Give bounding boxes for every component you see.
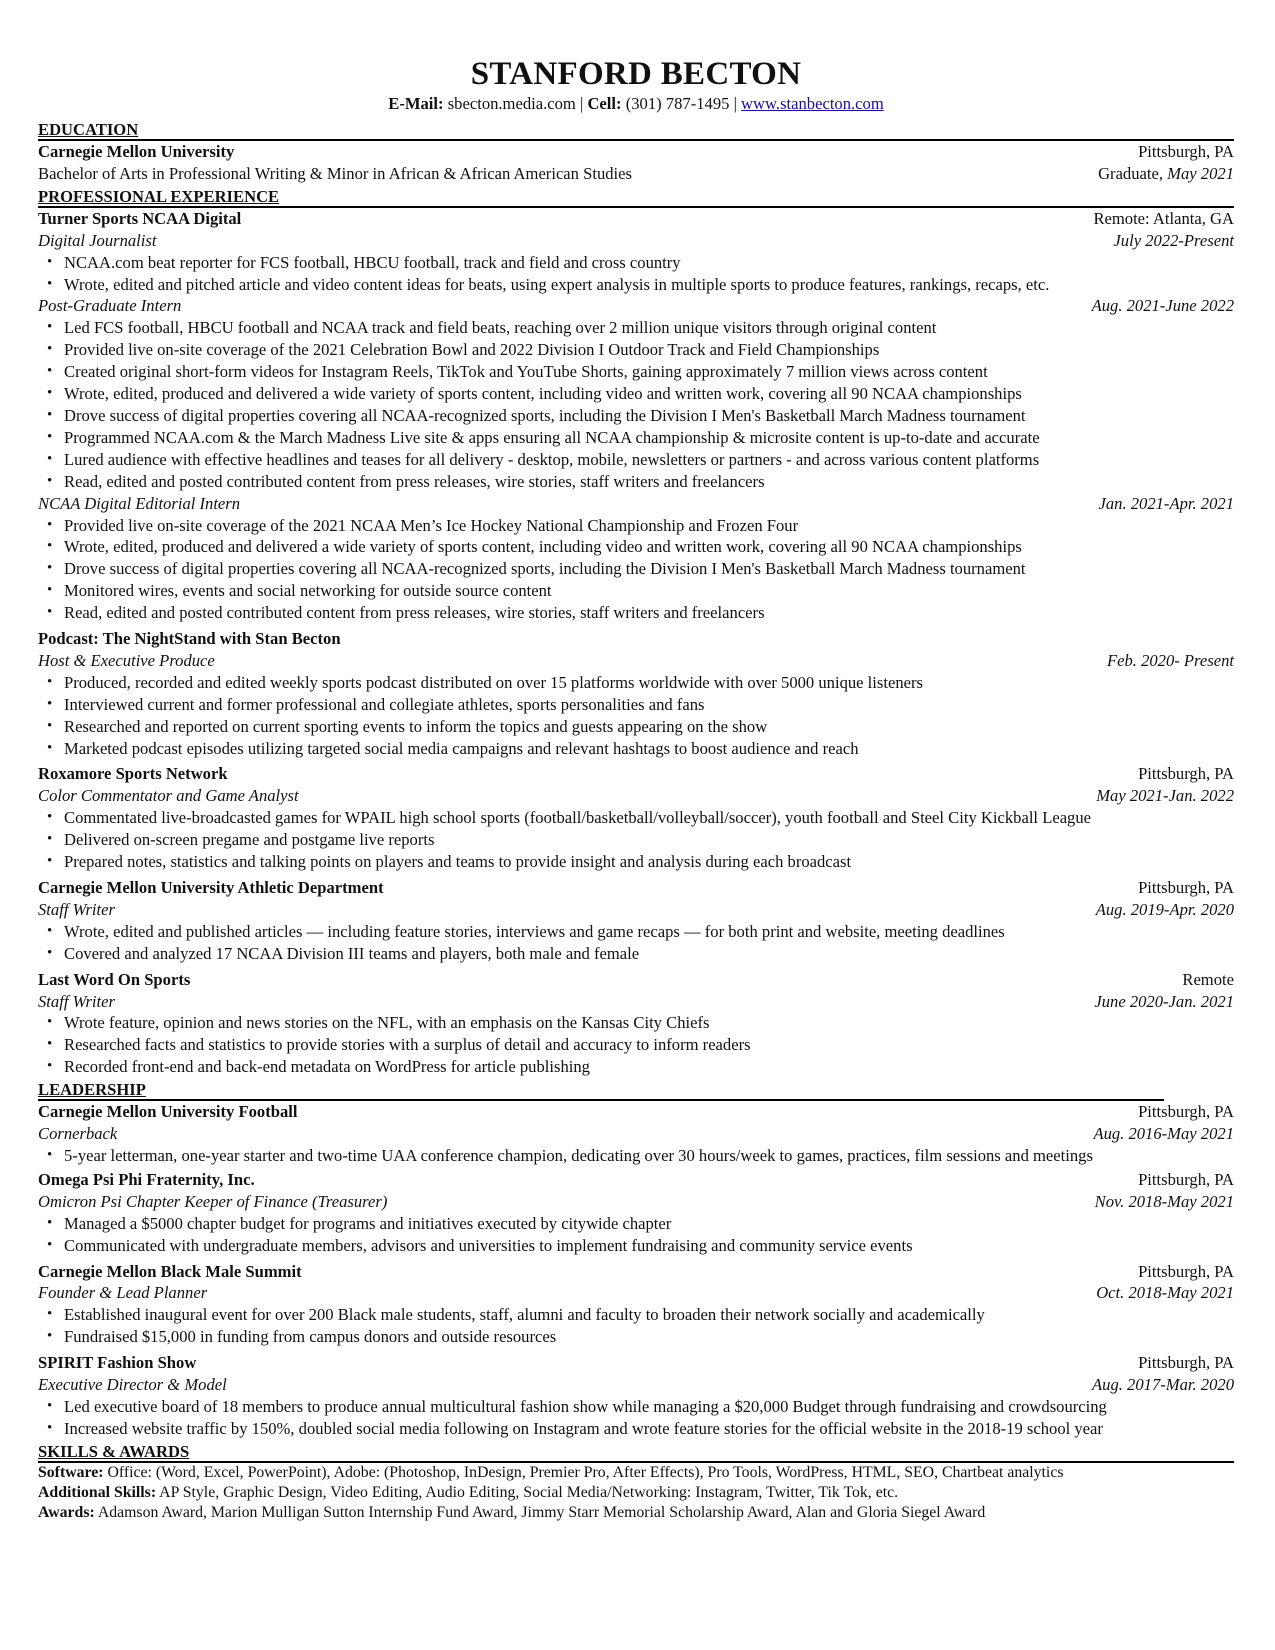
role-dates: Aug. 2021-June 2022	[1091, 296, 1234, 316]
bullet-item: • NCAA.com beat reporter for FCS football, HBCU football, track and field and cross country	[38, 252, 1234, 274]
role-title: Executive Director & Model	[38, 1375, 227, 1395]
role-title: Founder & Lead Planner	[38, 1283, 208, 1303]
bullet-list	[38, 252, 1234, 296]
bullet-item: • Wrote, edited and published articles — including feature stories, interviews and game recaps — for both print and website, meeting deadlines	[38, 921, 1234, 943]
experience-entry-podcast	[38, 628, 1234, 759]
role-title: NCAA Digital Editorial Intern	[38, 493, 241, 513]
education-entry	[38, 141, 1234, 185]
bullet-item: • Prepared notes, statistics and talking points on players and teams to provide insight and analysis during each broadcast	[38, 851, 1234, 873]
skills-software-label: Software:	[38, 1463, 104, 1481]
role-dates: Jan. 2021-Apr. 2021	[1098, 493, 1234, 513]
bullet-list	[38, 1213, 1234, 1257]
bullet-item: • Wrote, edited and pitched article and video content ideas for beats, using expert analysis in multiple sports to produce features, rankings, recaps, etc.	[38, 274, 1234, 296]
leadership-entry-summit	[38, 1261, 1234, 1349]
org-name: Roxamore Sports Network	[38, 764, 228, 784]
org-name: Carnegie Mellon University	[38, 142, 235, 161]
cell-label: Cell:	[587, 94, 622, 113]
section-title-leadership: LEADERSHIP	[38, 1080, 1164, 1101]
org-location: Pittsburgh, PA	[1138, 1169, 1234, 1189]
bullet-list	[38, 672, 1234, 760]
graduation-date: May 2021	[1167, 163, 1234, 183]
leadership-entry-spirit	[38, 1352, 1234, 1440]
role-title: Staff Writer	[38, 899, 115, 919]
org-location: Pittsburgh, PA	[1138, 764, 1234, 784]
bullet-list	[38, 317, 1234, 492]
role-dates: June 2020-Jan. 2021	[1094, 991, 1234, 1011]
bullet-list	[38, 515, 1234, 625]
org-location: Pittsburgh, PA	[1138, 142, 1234, 161]
candidate-name: STANFORD BECTON	[470, 56, 802, 92]
org-location: Pittsburgh, PA	[1138, 1102, 1234, 1122]
bullet-item: • 5-year letterman, one-year starter and two-time UAA conference champion, dedicating over 30 hours/week to games, practices, film sessions and meetings	[38, 1145, 1234, 1167]
bullet-list	[38, 1145, 1234, 1167]
bullet-list	[38, 1396, 1234, 1440]
role-title: Digital Journalist	[38, 230, 157, 250]
role-title: Cornerback	[38, 1124, 118, 1144]
contact-separator: |	[729, 94, 742, 113]
leadership-entry-omega	[38, 1169, 1234, 1257]
org-location: Pittsburgh, PA	[1138, 878, 1234, 897]
bullet-item: • Covered and analyzed 17 NCAA Division III teams and players, both male and female	[38, 943, 1234, 965]
org-location: Remote	[1182, 969, 1234, 989]
bullet-item: • Lured audience with effective headlines and teases for all delivery - desktop, mobile, newsletters or partners - and across various content platforms	[38, 449, 1234, 471]
role-dates: Oct. 2018-May 2021	[1096, 1283, 1234, 1303]
bullet-item: • Monitored wires, events and social networking for outside source content	[38, 580, 1234, 602]
org-name: Carnegie Mellon Black Male Summit	[38, 1261, 302, 1281]
role-dates: May 2021-Jan. 2022	[1096, 786, 1234, 806]
org-name: Turner Sports NCAA Digital	[38, 208, 242, 228]
cell-value: (301) 787-1495	[625, 94, 730, 113]
bullet-item: • Programmed NCAA.com & the March Madness Live site & apps ensuring all NCAA championship & microsite content is up-to-date and accurate	[38, 427, 1234, 449]
section-title-experience: PROFESSIONAL EXPERIENCE	[38, 187, 1234, 208]
role-title: Host & Executive Produce	[38, 650, 215, 670]
experience-entry-turner	[38, 208, 1234, 624]
bullet-item: • Drove success of digital properties covering all NCAA-recognized sports, including the Division I Men's Basketball March Madness tournament	[38, 558, 1234, 580]
bullet-item: • Read, edited and posted contributed content from press releases, wire stories, staff writers and freelancers	[38, 602, 1234, 624]
role-dates: July 2022-Present	[1113, 230, 1234, 250]
bullet-item: • Increased website traffic by 150%, doubled social media following on Instagram and wrote feature stories for the official website in the 2018-19 school year	[38, 1418, 1234, 1440]
bullet-list	[38, 807, 1234, 873]
bullet-item: • Fundraised $15,000 in funding from campus donors and outside resources	[38, 1326, 1234, 1348]
bullet-item: • Wrote feature, opinion and news stories on the NFL, with an emphasis on the Kansas City Chiefs	[38, 1012, 1234, 1034]
skills-additional-label: Additional Skills:	[38, 1483, 157, 1501]
role-title: Staff Writer	[38, 991, 115, 1011]
org-location: Pittsburgh, PA	[1138, 1261, 1234, 1281]
skills-software	[38, 1463, 1234, 1483]
skills-awards-value: Adamson Award, Marion Mulligan Sutton Internship Fund Award, Jimmy Starr Memorial Scholarship Award, Alan and Gloria Siegel Award	[94, 1503, 986, 1521]
website-link[interactable]: www.stanbecton.com	[741, 94, 884, 113]
org-location: Pittsburgh, PA	[1138, 1353, 1234, 1373]
bullet-item: • Interviewed current and former professional and collegiate athletes, sports personalities and fans	[38, 694, 1234, 716]
org-location: Remote: Atlanta, GA	[1093, 208, 1234, 228]
experience-entry-roxamore	[38, 763, 1234, 873]
bullet-item: • Led executive board of 18 members to produce annual multicultural fashion show while managing a $20,000 Budget through fundraising and crowdsourcing	[38, 1396, 1234, 1418]
experience-entry-lwos	[38, 969, 1234, 1079]
org-name: Carnegie Mellon University Athletic Department	[38, 878, 384, 897]
bullet-item: • Recorded front-end and back-end metadata on WordPress for article publishing	[38, 1056, 1234, 1078]
role-dates: Aug. 2016-May 2021	[1093, 1124, 1234, 1144]
org-name: Podcast: The NightStand with Stan Becton	[38, 629, 341, 649]
skills-awards	[38, 1503, 1234, 1523]
bullet-item: • Established inaugural event for over 200 Black male students, staff, alumni and faculty to broaden their network socially and academically	[38, 1304, 1234, 1326]
bullet-item: • Delivered on-screen pregame and postgame live reports	[38, 829, 1234, 851]
bullet-item: • Provided live on-site coverage of the 2021 Celebration Bowl and 2022 Division I Outdoor Track and Field Championships	[38, 339, 1234, 361]
bullet-item: • Communicated with undergraduate members, advisors and universities to implement fundraising and community service events	[38, 1235, 1234, 1257]
bullet-item: • Marketed podcast episodes utilizing targeted social media campaigns and relevant hashtags to boost audience and reach	[38, 738, 1234, 760]
bullet-list	[38, 921, 1234, 965]
bullet-item: • Commentated live-broadcasted games for WPAIL high school sports (football/basketball/volleyball/soccer), youth football and Steel City Kickball League	[38, 807, 1234, 829]
role-dates: Nov. 2018-May 2021	[1094, 1191, 1234, 1211]
role-dates: Feb. 2020- Present	[1106, 650, 1234, 670]
bullet-item: • Produced, recorded and edited weekly sports podcast distributed on over 15 platforms worldwide with over 5000 unique listeners	[38, 672, 1234, 694]
org-name: SPIRIT Fashion Show	[38, 1353, 197, 1373]
section-title-skills: SKILLS & AWARDS	[38, 1442, 1234, 1463]
role-dates: Aug. 2019-Apr. 2020	[1095, 899, 1234, 919]
bullet-list	[38, 1012, 1234, 1078]
resume-page	[38, 54, 1234, 1523]
skills-additional-value: AP Style, Graphic Design, Video Editing, Audio Editing, Social Media/Networking: Instagram, Twitter, Tik Tok, etc.	[156, 1483, 899, 1501]
org-name: Omega Psi Phi Fraternity, Inc.	[38, 1169, 255, 1189]
bullet-item: • Wrote, edited, produced and delivered a wide variety of sports content, including video and written work, covering all 90 NCAA championships	[38, 536, 1234, 558]
graduation	[1098, 163, 1234, 185]
leadership-entry-football	[38, 1101, 1234, 1167]
email-value: sbecton.media.com	[447, 94, 576, 113]
bullet-item: • Researched and reported on current sporting events to inform the topics and guests appearing on the show	[38, 716, 1234, 738]
experience-entry-cmu-athletics	[38, 877, 1234, 965]
bullet-item: • Led FCS football, HBCU football and NCAA track and field beats, reaching over 2 million unique visitors through original content	[38, 317, 1234, 339]
bullet-item: • Provided live on-site coverage of the 2021 NCAA Men’s Ice Hockey National Championship and Frozen Four	[38, 515, 1234, 537]
degree: Bachelor of Arts in Professional Writing & Minor in African & African American Studies	[38, 163, 632, 183]
bullet-item: • Researched facts and statistics to provide stories with a surplus of detail and accuracy to inform readers	[38, 1034, 1234, 1056]
bullet-item: • Wrote, edited, produced and delivered a wide variety of sports content, including video and written work, covering all 90 NCAA championships	[38, 383, 1234, 405]
org-name: Last Word On Sports	[38, 969, 191, 989]
contact-line	[38, 94, 1234, 114]
section-title-education: EDUCATION	[38, 120, 1234, 141]
contact-separator: |	[575, 94, 588, 113]
bullet-item: • Drove success of digital properties covering all NCAA-recognized sports, including the Division I Men's Basketball March Madness tournament	[38, 405, 1234, 427]
bullet-item: • Created original short-form videos for Instagram Reels, TikTok and YouTube Shorts, gaining approximately 7 million views across content	[38, 361, 1234, 383]
bullet-item: • Read, edited and posted contributed content from press releases, wire stories, staff writers and freelancers	[38, 471, 1234, 493]
role-title: Omicron Psi Chapter Keeper of Finance (Treasurer)	[38, 1191, 388, 1211]
role-title: Post-Graduate Intern	[38, 296, 182, 316]
skills-awards-label: Awards:	[38, 1503, 95, 1521]
role-title: Color Commentator and Game Analyst	[38, 786, 299, 806]
skills-additional	[38, 1483, 1234, 1503]
org-name: Carnegie Mellon University Football	[38, 1102, 298, 1122]
bullet-list	[38, 1304, 1234, 1348]
bullet-item: • Managed a $5000 chapter budget for programs and initiatives executed by citywide chapter	[38, 1213, 1234, 1235]
skills-software-value: Office: (Word, Excel, PowerPoint), Adobe: (Photoshop, InDesign, Premier Pro, After Effects), Pro Tools, WordPress, HTML, SEO, Chartbeat analytics	[103, 1463, 1064, 1481]
graduation-prefix: Graduate,	[1098, 163, 1168, 183]
email-label: E-Mail:	[388, 94, 444, 113]
role-dates: Aug. 2017-Mar. 2020	[1092, 1375, 1234, 1395]
